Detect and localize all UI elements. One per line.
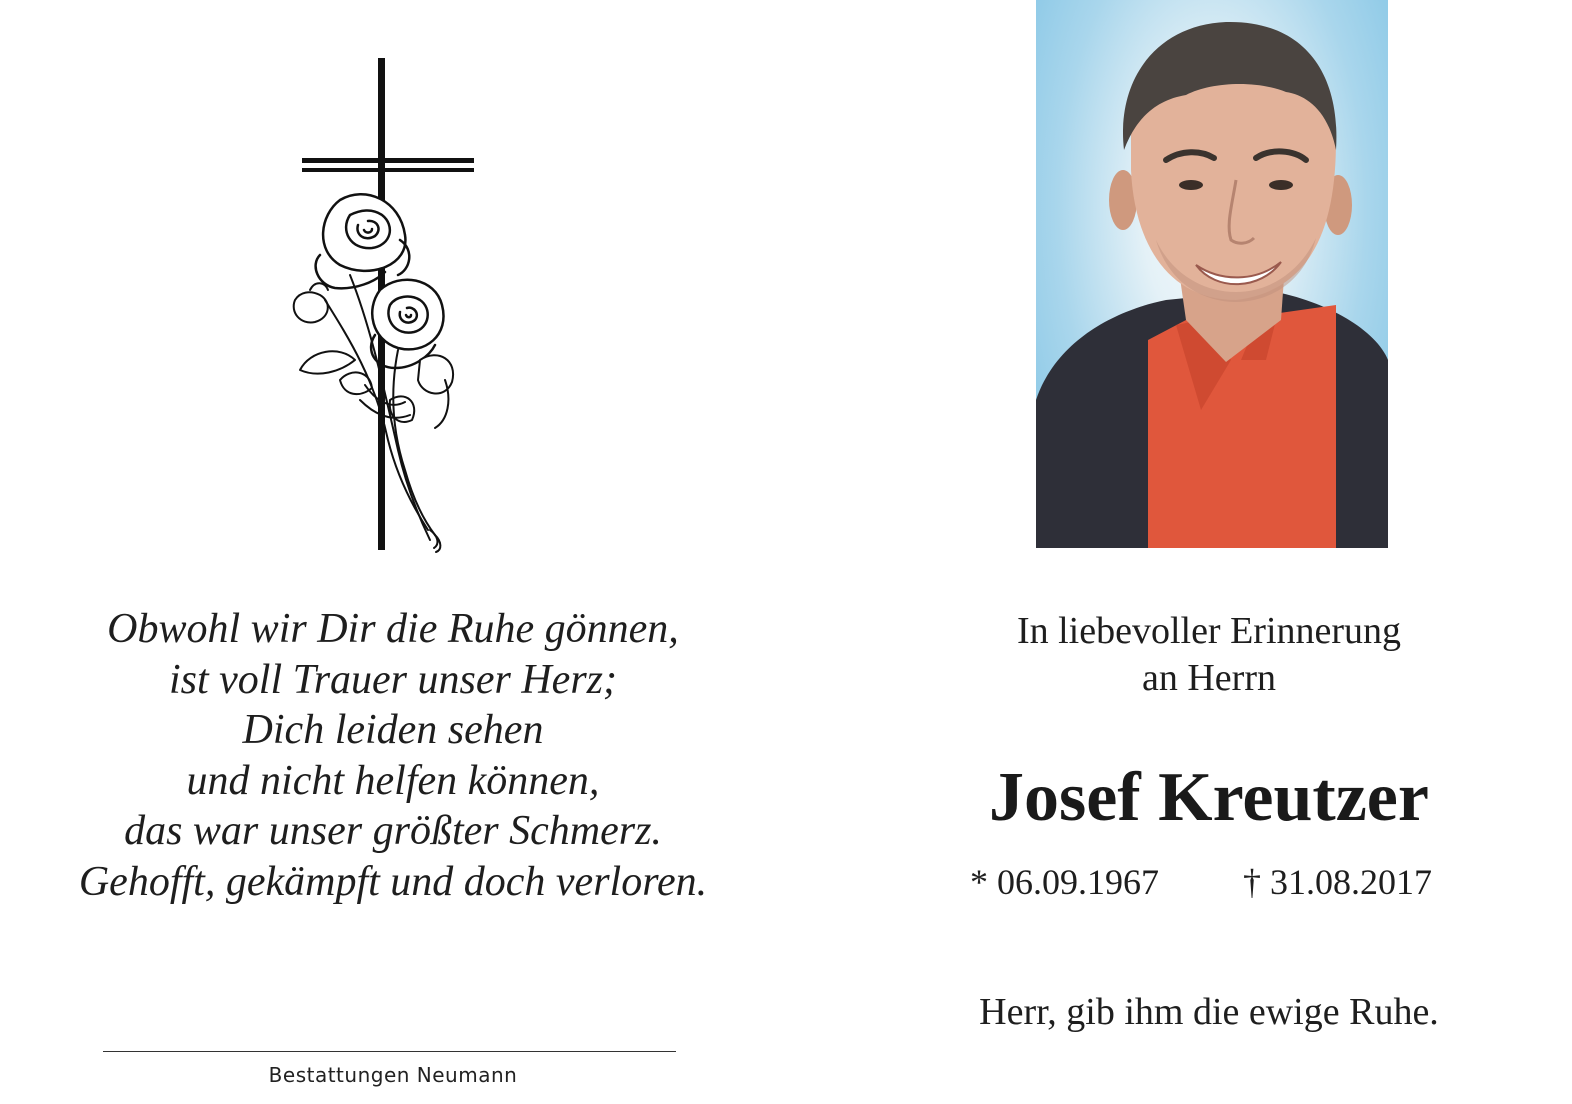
memorial-intro-line: an Herrn [1142, 657, 1276, 699]
poem-line: das war unser größter Schmerz. [124, 808, 662, 854]
portrait-photo [1036, 0, 1388, 548]
poem-line: und nicht helfen können, [186, 757, 600, 804]
poem-line: ist voll Trauer unser Herz; [168, 656, 617, 703]
cross-with-roses-icon [280, 50, 500, 560]
prayer: Herr, gib ihm die ewige Ruhe. [979, 991, 1439, 1033]
birth-date: * 06.09.1967 [970, 862, 1159, 902]
memorial-intro-line: In liebevoller Erinnerung [1016, 610, 1402, 652]
footer-divider [103, 1051, 676, 1052]
memorial-intro [786, 608, 1572, 702]
deceased-name: Josef Kreutzer [989, 759, 1429, 836]
poem-line: Dich leiden sehen [242, 707, 544, 753]
death-date: † 31.08.2017 [1243, 862, 1432, 902]
poem [0, 604, 786, 907]
right-page [786, 0, 1572, 1104]
funeral-home-name: Bestattungen Neumann [268, 1063, 518, 1087]
poem-line: Obwohl wir Dir die Ruhe gönnen, [107, 606, 679, 652]
poem-line: Gehofft, gekämpft und doch verloren. [78, 858, 708, 905]
